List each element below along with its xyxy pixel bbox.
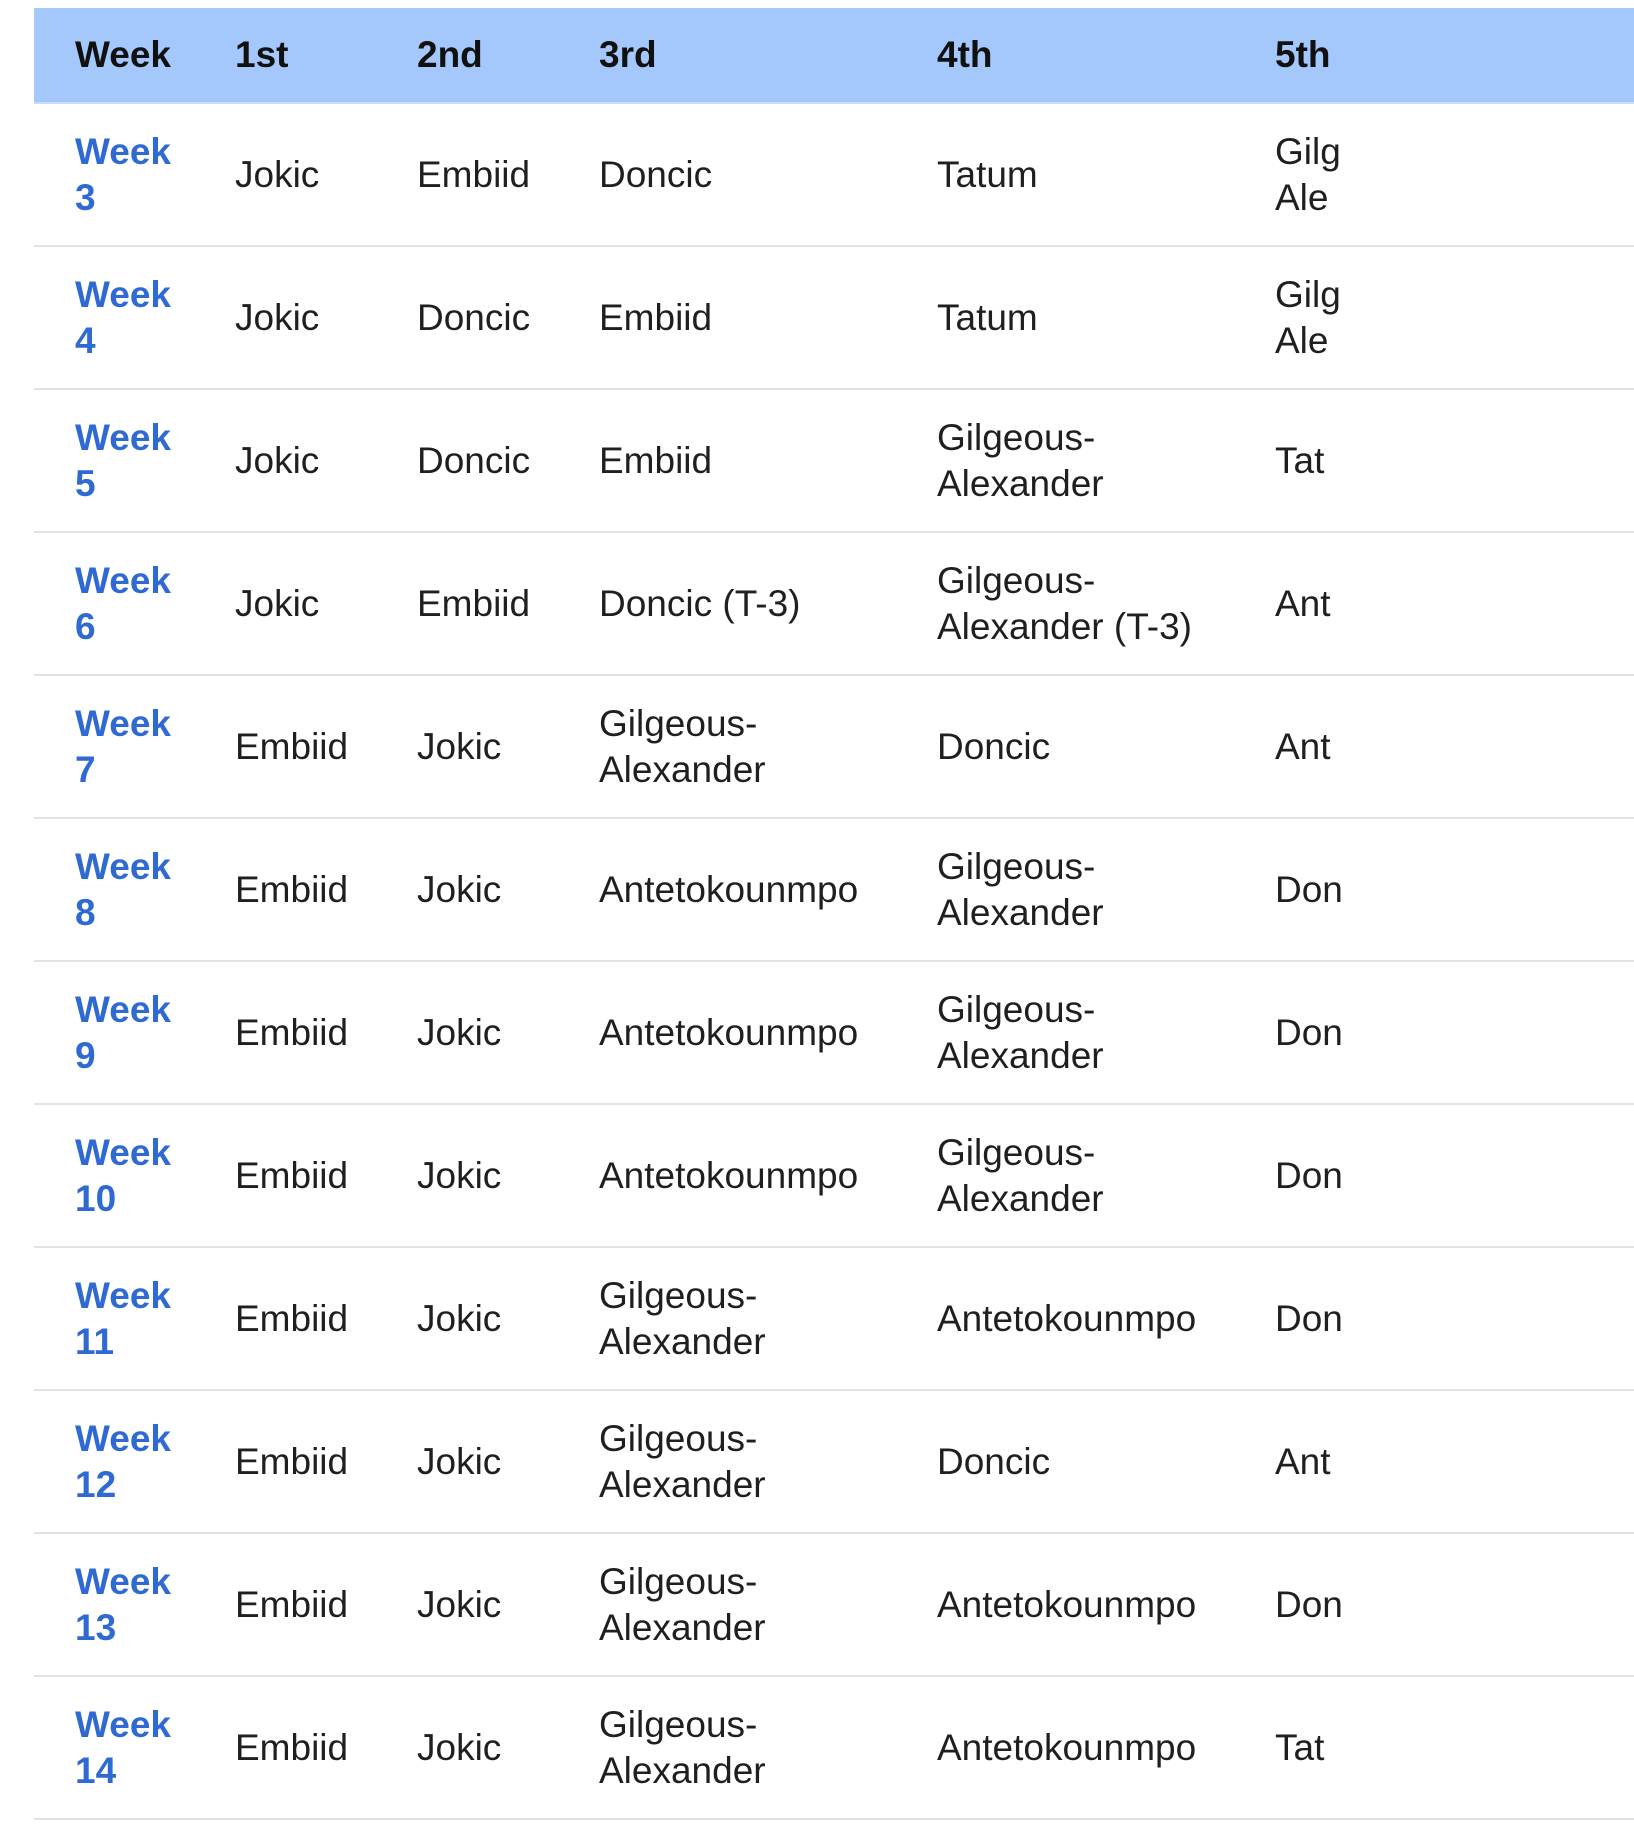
week-link[interactable]: Week 10 [75,1131,171,1219]
rank-5th-cell: Tat [1275,439,1325,481]
week-link[interactable]: Week 12 [75,1417,171,1505]
rank-2nd-cell: Jokic [417,1154,502,1196]
rank-1st-cell: Jokic [235,296,320,338]
rank-5th-cell: Ant [1275,1440,1331,1482]
rank-2nd-cell: Jokic [417,725,502,767]
table-row [34,533,1634,676]
rank-3rd-cell: Embiid [599,439,713,481]
rank-2nd-cell: Jokic [417,1726,502,1768]
rank-3rd-cell: Gilgeous- Alexander [599,1560,766,1648]
rank-2nd-cell: Jokic [417,868,502,910]
week-link[interactable]: Week 9 [75,988,171,1076]
rank-2nd-cell: Doncic [417,296,531,338]
rank-4th-cell: Gilgeous- Alexander [937,988,1104,1076]
table-row [34,1391,1634,1534]
week-link[interactable]: Week 13 [75,1560,171,1648]
rank-1st-cell: Embiid [235,1440,349,1482]
rank-1st-cell: Embiid [235,1297,349,1339]
rank-4th-cell: Gilgeous- Alexander (T-3) [937,559,1192,647]
header-week: Week [75,34,171,75]
rank-5th-cell: Tat [1275,1726,1325,1768]
rank-5th-cell: Ant [1275,725,1331,767]
rank-3rd-cell: Gilgeous- Alexander [599,1417,766,1505]
rank-3rd-cell: Antetokounmpo [599,1154,859,1196]
rank-4th-cell: Antetokounmpo [937,1726,1197,1768]
week-link[interactable]: Week 3 [75,130,171,218]
week-link[interactable]: Week 5 [75,416,171,504]
header-3rd: 3rd [599,34,657,75]
header-1st: 1st [235,34,289,75]
table-row [34,247,1634,390]
rank-5th-cell: Gilg Ale [1275,273,1341,361]
rank-1st-cell: Embiid [235,868,349,910]
table-row [34,1677,1634,1820]
rank-5th-cell: Ant [1275,582,1331,624]
rank-1st-cell: Embiid [235,1011,349,1053]
rank-4th-cell: Antetokounmpo [937,1583,1197,1625]
rank-2nd-cell: Embiid [417,582,531,624]
week-link[interactable]: Week 6 [75,559,171,647]
rank-2nd-cell: Jokic [417,1297,502,1339]
rank-2nd-cell: Jokic [417,1011,502,1053]
rank-1st-cell: Jokic [235,439,320,481]
rank-1st-cell: Embiid [235,1154,349,1196]
rank-2nd-cell: Doncic [417,439,531,481]
rankings-table [34,8,1343,1836]
rank-2nd-cell: Embiid [417,153,531,195]
rank-1st-cell: Jokic [235,153,320,195]
rank-4th-cell: Gilgeous- Alexander [937,416,1104,504]
week-link[interactable]: Week 14 [75,1703,171,1791]
table-row [34,1534,1634,1677]
rank-4th-cell: Antetokounmpo [937,1297,1197,1339]
rank-4th-cell: Gilgeous- Alexander [937,845,1104,933]
table-row [34,390,1634,533]
rank-3rd-cell: Antetokounmpo [599,1011,859,1053]
rank-4th-cell: Gilgeous- Alexander [937,1131,1104,1219]
rank-5th-cell: Don [1275,1011,1343,1053]
rank-4th-cell: Tatum [937,153,1038,195]
rank-3rd-cell: Gilgeous- Alexander [599,1703,766,1791]
table-row [34,676,1634,819]
table-row [34,1248,1634,1391]
table-row [34,962,1634,1105]
rank-4th-cell: Tatum [937,296,1038,338]
rank-2nd-cell: Jokic [417,1440,502,1482]
rank-3rd-cell: Gilgeous- Alexander [599,702,766,790]
table-row [34,819,1634,962]
rank-5th-cell: Gilg Ale [1275,130,1341,218]
rank-1st-cell: Jokic [235,582,320,624]
rank-5th-cell: Don [1275,868,1343,910]
header-4th: 4th [937,34,993,75]
rank-3rd-cell: Doncic [599,153,713,195]
rank-5th-cell: Don [1275,1583,1343,1625]
table-body [34,104,1634,1820]
week-link[interactable]: Week 7 [75,702,171,790]
rank-1st-cell: Embiid [235,1726,349,1768]
table-row [34,104,1634,247]
week-link[interactable]: Week 8 [75,845,171,933]
rank-1st-cell: Embiid [235,1583,349,1625]
rank-3rd-cell: Antetokounmpo [599,868,859,910]
week-link[interactable]: Week 4 [75,273,171,361]
rank-5th-cell: Don [1275,1154,1343,1196]
rank-3rd-cell: Doncic (T-3) [599,582,801,624]
rank-2nd-cell: Jokic [417,1583,502,1625]
table-content [34,8,1634,1820]
rank-3rd-cell: Gilgeous- Alexander [599,1274,766,1362]
table-row [34,1105,1634,1248]
rank-1st-cell: Embiid [235,725,349,767]
week-link[interactable]: Week 11 [75,1274,171,1362]
rank-5th-cell: Don [1275,1297,1343,1339]
header-5th: 5th [1275,34,1331,75]
rank-4th-cell: Doncic [937,1440,1051,1482]
header-2nd: 2nd [417,34,483,75]
rank-3rd-cell: Embiid [599,296,713,338]
rank-4th-cell: Doncic [937,725,1051,767]
table-header-row [34,8,1634,104]
